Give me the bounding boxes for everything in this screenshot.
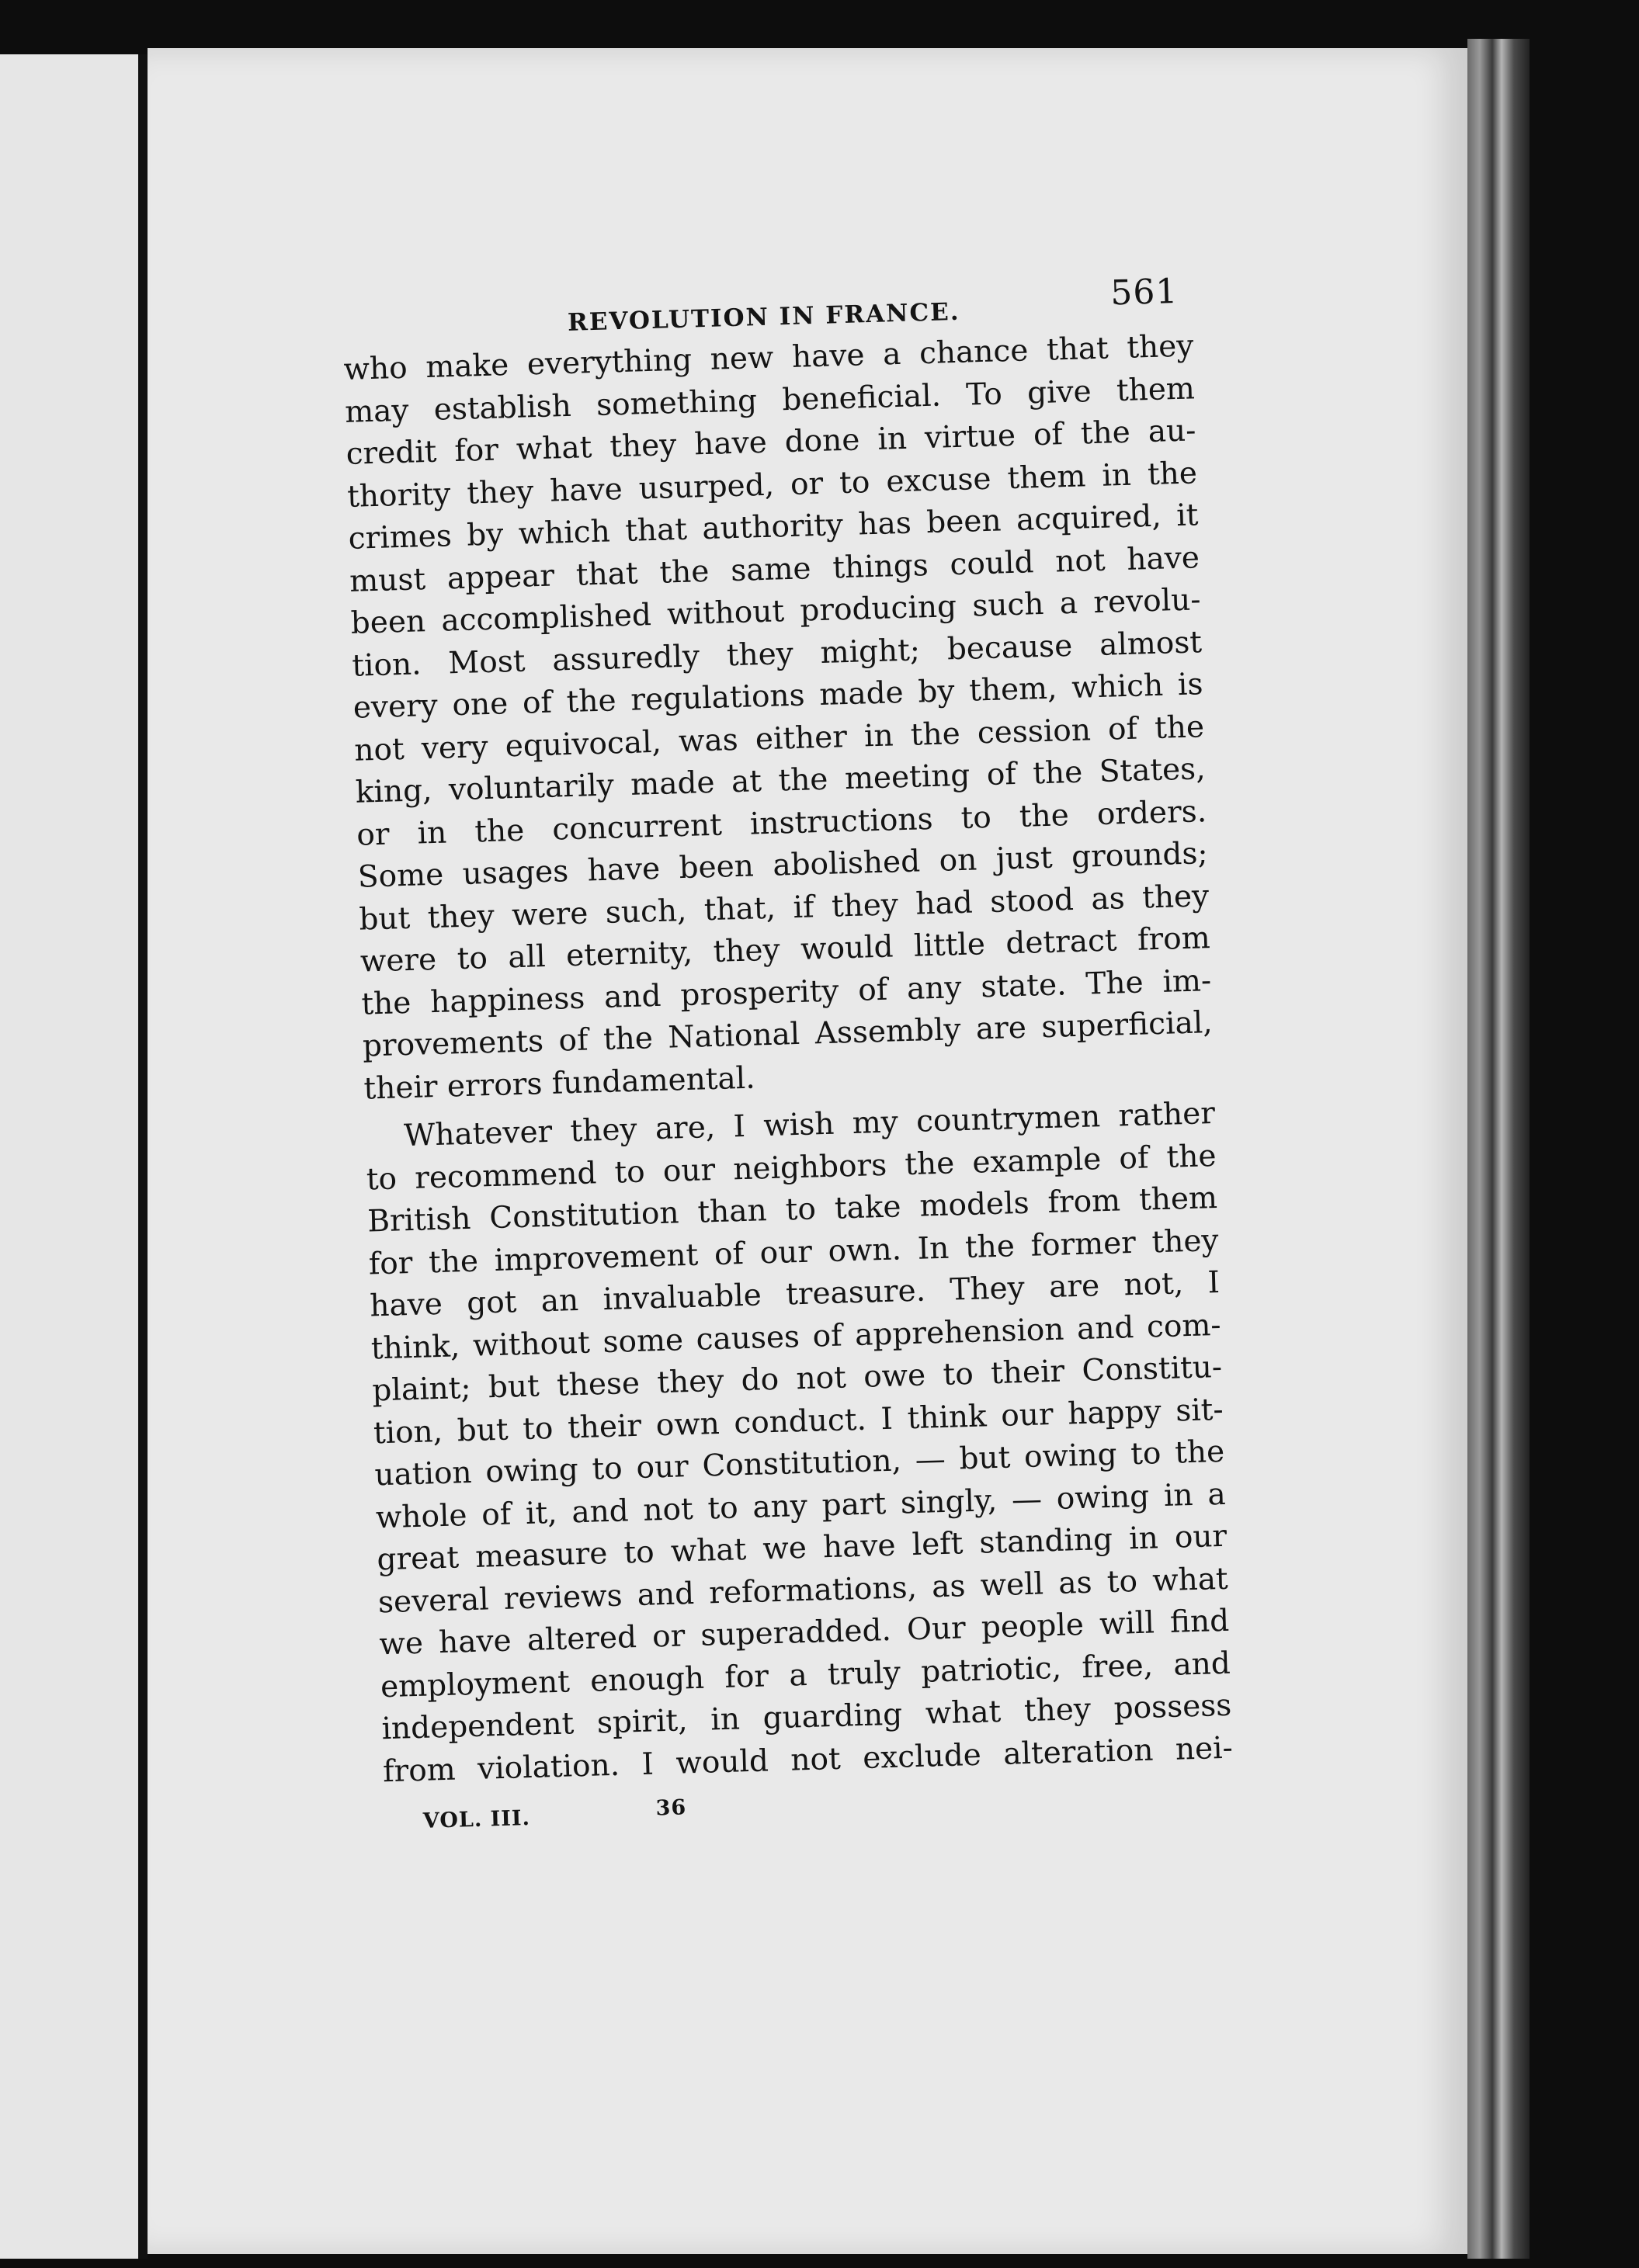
text-line: or in the concurrent instructions to the orders.	[356, 793, 1207, 853]
text-line: credit for what they have done in virtue of the au-	[346, 413, 1196, 472]
text-line: were to all eternity, they would little detract from	[359, 921, 1211, 980]
text-line: Whatever they are, I wish my countrymen rather	[403, 1096, 1216, 1154]
text-line: several reviews and reformations, as well as to what	[377, 1561, 1229, 1620]
paragraph-2	[365, 1093, 1234, 1793]
page-text-block	[342, 271, 1234, 1843]
text-line: think, without some causes of apprehension and com-	[370, 1307, 1222, 1366]
text-line: their errors fundamental.	[363, 1060, 756, 1107]
text-line: for the improvement of our own. In the former they	[368, 1222, 1220, 1282]
text-line: great measure to what we have left standing in our	[376, 1518, 1228, 1578]
text-line: to recommend to our neighbors the example of the	[366, 1138, 1217, 1198]
text-line: thority they have usurped, or to excuse them in the	[346, 455, 1198, 515]
text-line: uation owing to our Constitution, — but owing to the	[373, 1434, 1225, 1493]
page-number: 561	[1109, 271, 1179, 314]
text-line: have got an invaluable treasure. They are not, I	[369, 1264, 1221, 1324]
text-line: must appear that the same things could not have	[349, 539, 1200, 599]
signature-mark: 36	[655, 1795, 687, 1821]
text-line: crimes by which that authority has been acquired, it	[348, 498, 1199, 557]
text-line: plaint; but these they do not owe to their Constitu-	[371, 1349, 1223, 1409]
volume-label: VOL. III.	[422, 1805, 531, 1833]
text-line: employment enough for a truly patriotic, free, and	[380, 1646, 1231, 1704]
text-line: every one of the regulations made by them, which is	[352, 667, 1204, 726]
text-line: not very equivocal, was either in the cession of the	[353, 709, 1205, 768]
text-line: from violation. I would not exclude alteration nei-	[382, 1730, 1234, 1789]
text-line: but they were such, that, if they had stood as they	[358, 878, 1210, 938]
book-gutter	[138, 54, 148, 2259]
text-line: we have altered or superadded. Our people will find	[378, 1603, 1230, 1663]
text-line: provements of the National Assembly are superficial,	[362, 1005, 1214, 1064]
paragraph-1	[343, 325, 1214, 1110]
running-head-title: REVOLUTION IN FRANCE.	[567, 297, 961, 337]
text-line: tion, but to their own conduct. I think our happy sit-	[373, 1392, 1224, 1451]
text-line: who make everything new have a chance that they	[343, 328, 1194, 387]
text-line: Some usages have been abolished on just grounds;	[357, 836, 1209, 895]
text-line: independent spirit, in guarding what they possess	[380, 1687, 1232, 1747]
previous-page-edge	[0, 54, 138, 2259]
text-line: king, voluntarily made at the meeting of the States,	[355, 751, 1207, 810]
page-stack-edge	[1467, 39, 1530, 2259]
text-line: the happiness and prosperity of any state. The im-	[360, 962, 1212, 1022]
text-line: British Constitution than to take models from them	[366, 1180, 1218, 1240]
text-line: whole of it, and not to any part singly, — owing in a	[375, 1476, 1227, 1535]
text-line: been accomplished without producing such a revolu-	[350, 582, 1202, 641]
text-line: tion. Most assuredly they might; because almost	[351, 624, 1203, 684]
text-line: may establish something beneficial. To give them	[344, 370, 1196, 430]
